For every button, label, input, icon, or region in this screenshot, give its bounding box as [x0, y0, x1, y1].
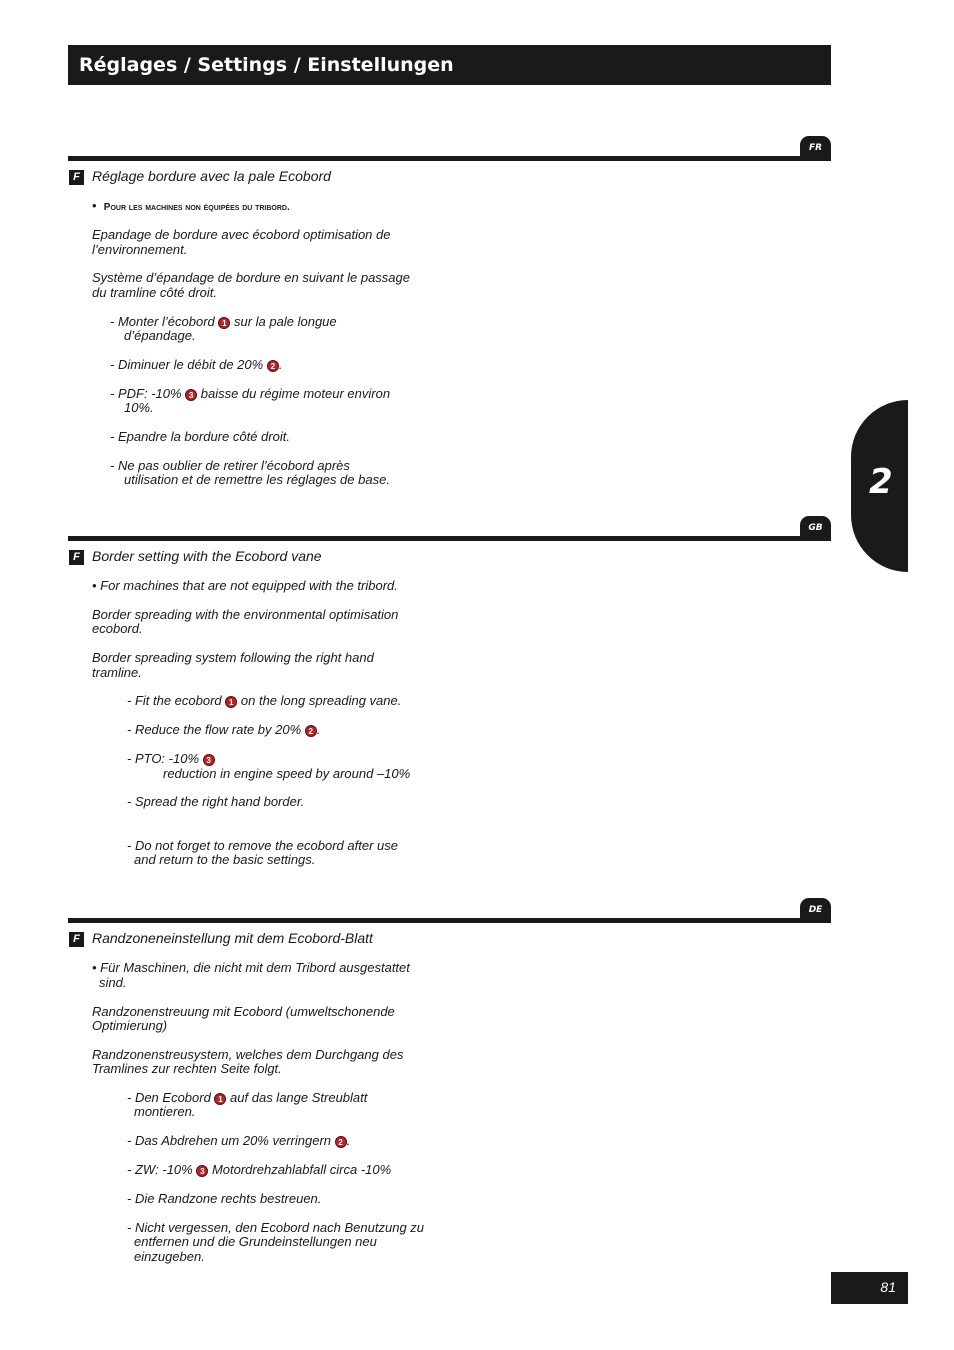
- step-text: and return to the basic settings.: [134, 852, 316, 867]
- step-item: [127, 752, 215, 767]
- paragraph: ecobord.: [92, 621, 143, 636]
- paragraph: Randzonenstreusystem, welches dem Durchgang des: [92, 1047, 404, 1062]
- step-text: - ZW: -10%: [127, 1162, 197, 1177]
- step-text: - Fit the ecobord: [127, 693, 226, 708]
- step-text: sur la pale longue: [230, 314, 337, 329]
- paragraph: du tramline côté droit.: [92, 285, 218, 300]
- section-marker: F: [69, 932, 84, 947]
- page-title: Réglages / Settings / Einstellungen: [79, 54, 454, 76]
- bullet: •: [92, 198, 97, 213]
- badge-2: 2: [305, 725, 317, 737]
- badge-1: 1: [218, 317, 230, 329]
- step-text: on the long spreading vane.: [237, 693, 402, 708]
- step-item: [127, 1134, 350, 1149]
- paragraph: Randzonenstreuung mit Ecobord (umweltschonende: [92, 1004, 395, 1019]
- step-text: montieren.: [134, 1104, 196, 1119]
- step-text: .: [278, 357, 283, 372]
- lang-tab-gb: GB: [800, 516, 831, 540]
- step-text: .: [346, 1133, 351, 1148]
- step-text: .: [316, 722, 321, 737]
- step-text: - Monter l’écobord: [110, 314, 219, 329]
- step-item: - Spread the right hand border.: [127, 794, 305, 809]
- page-header: [68, 45, 831, 85]
- paragraph: l’environnement.: [92, 242, 188, 257]
- step-text: d’épandage.: [124, 328, 196, 343]
- step-text: Motordrehzahlabfall circa -10%: [208, 1162, 392, 1177]
- step-text: entfernen und die Grundeinstellungen neu: [134, 1234, 377, 1249]
- paragraph: Border spreading system following the right hand: [92, 650, 374, 665]
- step-item: - Nicht vergessen, den Ecobord nach Benutzung zu: [127, 1220, 425, 1235]
- paragraph: Système d’épandage de bordure en suivant le passage: [92, 270, 410, 285]
- step-text: auf das lange Streublatt: [226, 1090, 368, 1105]
- step-item: [127, 694, 401, 709]
- badge-3: 3: [203, 754, 215, 766]
- lang-tab-fr: FR: [800, 136, 831, 160]
- note: [92, 199, 290, 216]
- step-item: - Epandre la bordure côté droit.: [110, 429, 290, 444]
- step-item: [110, 358, 282, 373]
- section-rule: [68, 918, 831, 923]
- section-marker: F: [69, 550, 84, 565]
- step-text: 10%.: [124, 400, 154, 415]
- paragraph: Border spreading with the environmental optimisation: [92, 607, 399, 622]
- section-title: Randzoneneinstellung mit dem Ecobord-Blatt: [92, 930, 373, 946]
- step-text: baisse du régime moteur environ: [197, 386, 391, 401]
- paragraph: Epandage de bordure avec écobord optimisation de: [92, 227, 391, 242]
- section-title: Réglage bordure avec la pale Ecobord: [92, 168, 331, 184]
- badge-2: 2: [267, 360, 279, 372]
- paragraph: Tramlines zur rechten Seite folgt.: [92, 1061, 282, 1076]
- step-text: - Den Ecobord: [127, 1090, 215, 1105]
- chapter-number: 2: [869, 462, 893, 502]
- badge-3: 3: [185, 389, 197, 401]
- section-rule: [68, 156, 831, 161]
- section-rule: [68, 536, 831, 541]
- lang-tab-de: DE: [800, 898, 831, 922]
- paragraph: Optimierung): [92, 1018, 168, 1033]
- step-item: - Do not forget to remove the ecobord after use: [127, 838, 398, 853]
- page-number: 81: [831, 1272, 908, 1304]
- step-item: - Die Randzone rechts bestreuen.: [127, 1191, 322, 1206]
- badge-3: 3: [196, 1165, 208, 1177]
- step-text: reduction in engine speed by around –10%: [163, 766, 411, 781]
- step-item: [127, 723, 320, 738]
- note-text: Pour les machines non équipées du tribord.: [103, 202, 290, 213]
- badge-1: 1: [214, 1093, 226, 1105]
- step-text: - Diminuer le débit de 20%: [110, 357, 267, 372]
- note: • Für Maschinen, die nicht mit dem Tribord ausgestattet: [92, 960, 410, 975]
- step-text: einzugeben.: [134, 1249, 205, 1264]
- badge-2: 2: [335, 1136, 347, 1148]
- step-text: - Reduce the flow rate by 20%: [127, 722, 305, 737]
- paragraph: tramline.: [92, 665, 142, 680]
- note: • For machines that are not equipped with the tribord.: [92, 578, 398, 593]
- step-text: utilisation et de remettre les réglages de base.: [124, 472, 390, 487]
- section-title: Border setting with the Ecobord vane: [92, 548, 322, 564]
- step-item: - Ne pas oublier de retirer l’écobord après: [110, 458, 350, 473]
- note: sind.: [99, 975, 127, 990]
- step-text: - PTO: -10%: [127, 751, 203, 766]
- step-text: - Das Abdrehen um 20% verringern: [127, 1133, 335, 1148]
- section-marker: F: [69, 170, 84, 185]
- step-item: [127, 1163, 391, 1178]
- step-text: - PDF: -10%: [110, 386, 186, 401]
- badge-1: 1: [225, 696, 237, 708]
- chapter-tab: [851, 400, 908, 572]
